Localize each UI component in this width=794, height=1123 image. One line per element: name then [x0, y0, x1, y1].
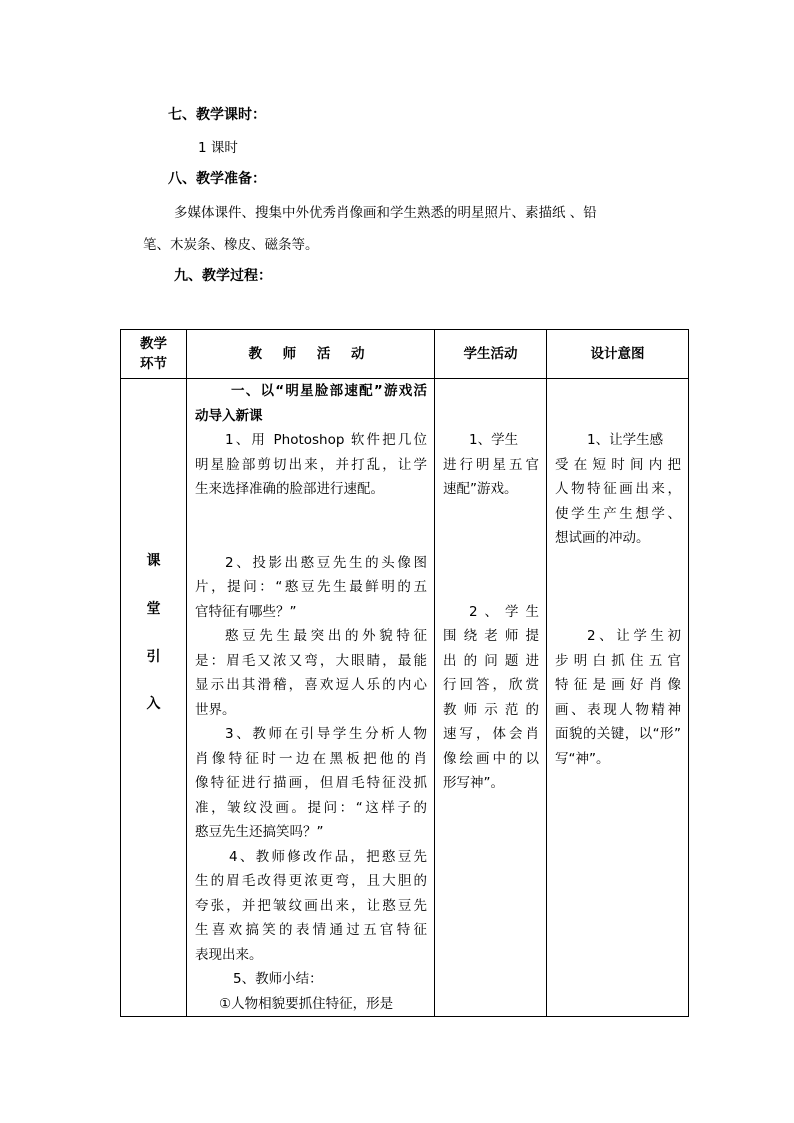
cell-text-line: 显示出其滑稽，喜欢逗人乐的内心 [195, 677, 427, 693]
cell-text-line: 像绘画中的以 [443, 750, 539, 767]
header-stage-line-2: 环节 [140, 356, 167, 372]
cell-text-line: 4、教师修改作品，把憨豆先 [229, 848, 427, 865]
cell-text-line: 1、让学生感 [587, 432, 664, 448]
cell-text-line: 画、表现人物精神 [555, 701, 681, 718]
cell-text-line: 憨豆先生最突出的外貌特征 [225, 628, 427, 644]
student-activity-cell [435, 379, 547, 1017]
cell-text-line: 进行明星五官 [443, 456, 539, 473]
blank-line [443, 502, 539, 527]
cell-text-line: 写“神”。 [555, 750, 610, 767]
stage-cell [121, 379, 187, 1017]
stage-char: 引 [146, 649, 161, 665]
cell-text-line: 表现出来。 [195, 946, 263, 963]
cell-text-line: 想试画的冲动。 [555, 530, 650, 546]
cell-text-line: 像特征进行描画，但眉毛特征没抓 [195, 775, 427, 791]
cell-text-line: 明星脸部剪切出来，并打乱，让学 [195, 456, 427, 473]
cell-text-line: 面貌的关键，以“形” [555, 726, 681, 742]
hours-value: 1 课时 [198, 140, 238, 156]
cell-text-line: 动导入新课 [195, 407, 263, 424]
cell-text-line: 1、用 Photoshop 软件把几位 [225, 432, 427, 448]
blank-line [555, 575, 681, 600]
cell-text-line: 肖像特征时一边在黑板把他的肖 [195, 750, 427, 767]
cell-text-line: 受在短时间内把 [555, 456, 681, 473]
prep-line-2: 笔、木炭条、橡皮、磁条等。 [143, 237, 319, 253]
blank-line [555, 551, 681, 576]
prep-heading: 八、教学准备： [168, 171, 266, 187]
header-teacher-activity: 教 师 活 动 [187, 330, 435, 379]
cell-text-line: 是：眉毛又浓又弯，大眼睛，最能 [195, 652, 427, 669]
stage-char: 课 [146, 553, 161, 569]
blank-line [555, 404, 681, 429]
cell-text-line: 速配”游戏。 [443, 481, 518, 497]
cell-text-line: 2、投影出憨豆先生的头像图 [225, 554, 427, 571]
table-header-row [121, 330, 689, 379]
cell-text-line: 憨豆先生还搞笑吗？” [195, 824, 324, 840]
blank-line [555, 379, 681, 404]
cell-text-line: 人物特征画出来， [555, 481, 681, 497]
hours-heading: 七、教学课时： [168, 107, 266, 123]
blank-line [443, 551, 539, 576]
cell-text-line: 生的眉毛改得更浓更弯，且大胆的 [195, 873, 427, 889]
cell-text-line: 2、让学生初 [587, 628, 681, 644]
cell-text-line: 使学生产生想学、 [555, 505, 681, 522]
blank-line [195, 502, 427, 527]
blank-line [555, 600, 681, 625]
header-student-activity: 学生活动 [435, 330, 547, 379]
cell-text-line: 5、教师小结： [233, 971, 323, 987]
cell-text-line: 世界。 [195, 701, 236, 718]
cell-text-line: 步明白抓住五官 [555, 652, 681, 669]
cell-text-line: 出的问题进 [443, 652, 539, 669]
cell-text-line: 官特征有哪些？” [195, 603, 297, 620]
cell-text-line: 特征是画好肖像 [555, 677, 681, 693]
design-intent-cell [547, 379, 689, 1017]
lesson-process-table [120, 329, 689, 1017]
blank-line [443, 379, 539, 404]
header-stage-line-1: 教学 [140, 336, 167, 352]
cell-text-line: 形写神”。 [443, 775, 504, 791]
cell-text-line: 围绕老师提 [443, 628, 539, 644]
cell-text-line: 1、学生 [469, 432, 519, 448]
header-stage [121, 330, 187, 379]
cell-text-line: 生喜欢搞笑的表情通过五官特征 [195, 922, 427, 938]
stage-char: 堂 [146, 601, 161, 617]
blank-line [443, 526, 539, 551]
cell-text-line: 准，皱纹没画。提问：“这样子的 [195, 799, 427, 816]
blank-line [195, 526, 427, 551]
cell-text-line: 片，提问：“憨豆先生最鲜明的五 [195, 579, 427, 595]
cell-text-line: 速写，体会肖 [443, 726, 539, 742]
process-heading: 九、教学过程： [174, 268, 272, 284]
prep-line-1: 多媒体课件、搜集中外优秀肖像画和学生熟悉的明星照片、素描纸 、铅 [174, 205, 597, 221]
blank-line [443, 575, 539, 600]
cell-text-line: 一、以“明星脸部速配”游戏活 [231, 383, 427, 399]
table-row [121, 379, 689, 1017]
cell-text-line: 生来选择准确的脸部进行速配。 [195, 481, 384, 497]
stage-char: 入 [146, 696, 161, 712]
teacher-activity-cell [187, 379, 435, 1017]
cell-text-line: 教师示范的 [443, 701, 539, 718]
cell-text-line: 3、教师在引导学生分析人物 [225, 726, 427, 742]
cell-text-line: 行回答，欣赏 [443, 677, 539, 693]
header-design-intent: 设计意图 [547, 330, 689, 379]
cell-text-line: ①人物相貌要抓住特征，形是 [219, 995, 394, 1012]
cell-text-line: 2、学生 [469, 603, 539, 620]
cell-text-line: 夸张，并把皱纹画出来，让憨豆先 [195, 897, 427, 914]
blank-line [443, 404, 539, 429]
